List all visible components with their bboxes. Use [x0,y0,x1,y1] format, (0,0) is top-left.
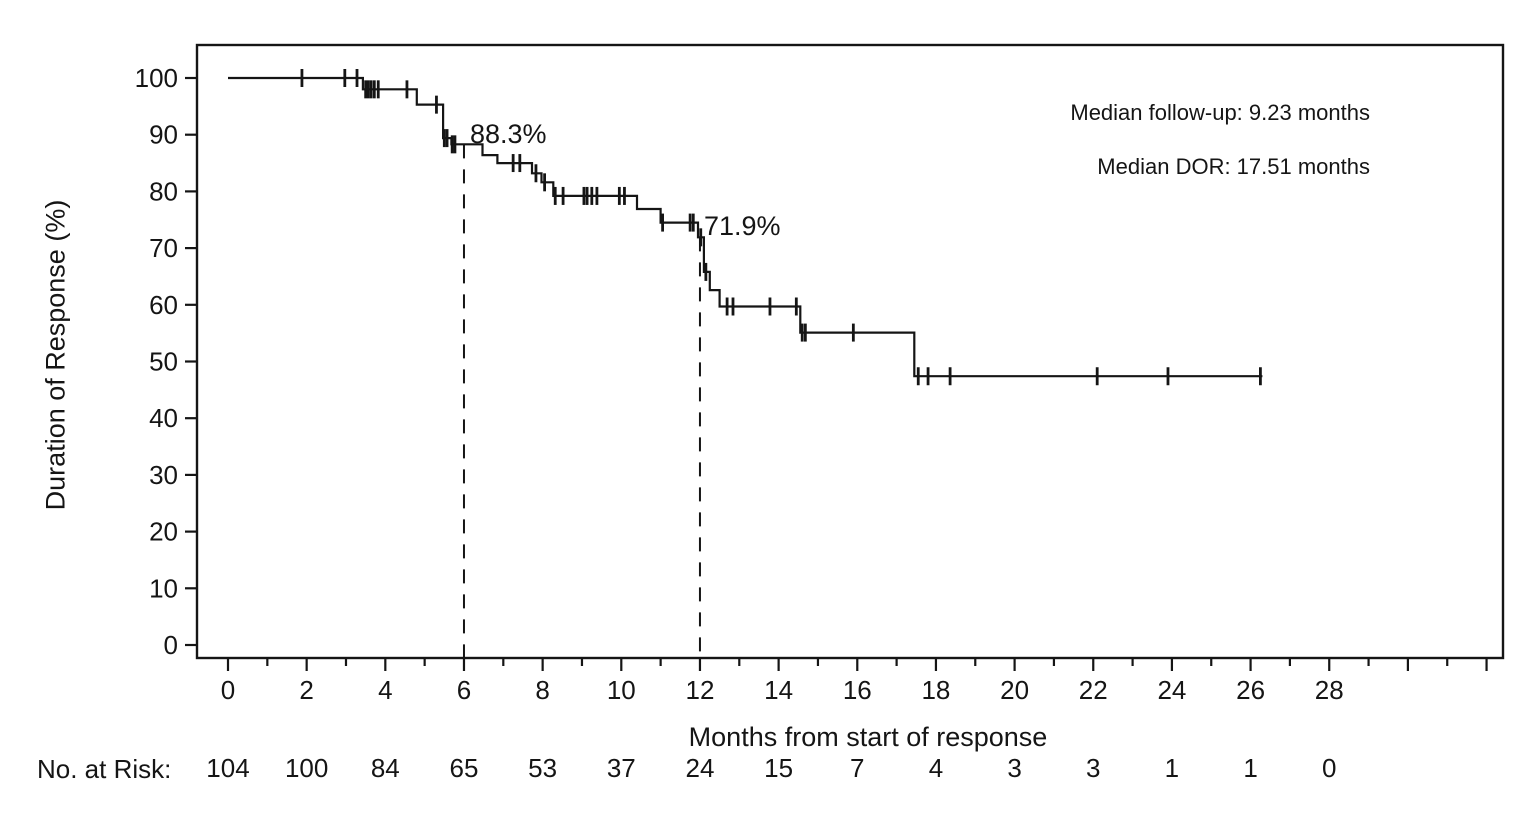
x-tick-label: 18 [921,675,951,705]
x-axis-title: Months from start of response [688,722,1048,752]
x-tick-label: 26 [1236,675,1266,705]
y-tick-label: 10 [149,573,178,604]
x-tick-label: 14 [764,675,794,705]
y-tick-label: 90 [149,119,178,150]
risk-count: 53 [528,753,558,783]
x-tick-label: 8 [535,675,550,705]
risk-count: 100 [284,753,329,783]
risk-count: 4 [928,753,944,783]
landmark-label-6-months: 88.3% [470,119,547,149]
risk-count: 65 [449,753,479,783]
y-tick-label: 30 [149,459,178,490]
x-tick-label: 0 [220,675,236,705]
y-tick-label: 70 [149,233,178,264]
risk-count: 37 [606,753,636,783]
y-tick-label: 0 [163,630,178,660]
x-tick-label: 4 [378,675,393,705]
risk-count: 7 [850,753,865,783]
risk-count: 1 [1243,753,1258,783]
y-tick-label: 80 [149,176,178,207]
x-tick-label: 12 [685,675,715,705]
median-dor-annotation: Median DOR: 17.51 months [1097,154,1370,179]
risk-count: 104 [206,753,250,783]
risk-count: 1 [1164,753,1180,783]
y-tick-label: 20 [149,516,178,547]
x-tick-label: 22 [1078,675,1108,705]
risk-count: 24 [685,753,715,783]
y-axis-title: Duration of Response (%) [40,199,71,511]
y-tick-label: 60 [149,289,178,320]
plot-border [197,45,1503,658]
x-tick-label: 16 [842,675,872,705]
risk-count: 84 [370,753,400,783]
median-followup-annotation: Median follow-up: 9.23 months [1070,100,1370,125]
y-tick-label: 100 [134,63,178,93]
risk-count: 3 [1086,753,1101,783]
x-tick-label: 28 [1314,675,1344,705]
x-tick-label: 20 [1000,675,1030,705]
x-tick-label: 10 [606,675,636,705]
x-tick-label: 24 [1157,675,1187,705]
landmark-label-12-months: 71.9% [704,211,781,241]
y-tick-label: 40 [149,403,178,434]
no-at-risk-label: No. at Risk: [37,754,172,784]
y-tick-label: 50 [149,346,178,377]
x-tick-label: 2 [299,675,314,705]
risk-count: 15 [764,753,794,783]
x-tick-label: 6 [456,675,472,705]
risk-count: 0 [1322,753,1337,783]
risk-count: 3 [1007,753,1022,783]
